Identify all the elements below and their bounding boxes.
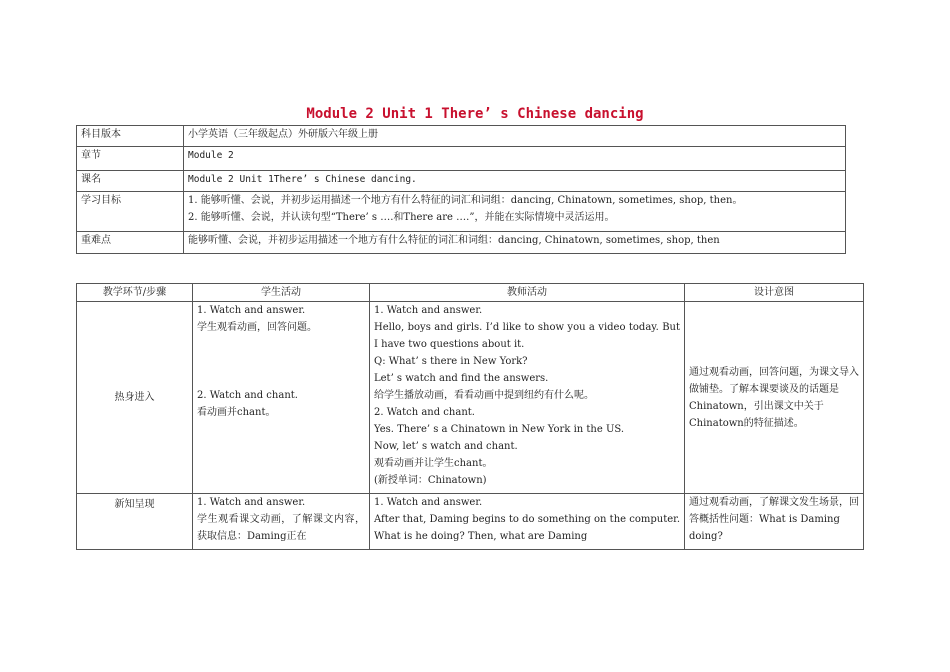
chapter-value: Module 2 xyxy=(184,147,846,171)
design-intent-cell: 通过观看动画，了解课文发生场景，回答概括性问题：What is Daming doing? xyxy=(685,494,864,550)
student-activity-cell xyxy=(193,494,370,550)
teacher-line: Hello, boys and girls. I’d like to show you a video today. But I have two questions about it. xyxy=(374,322,680,350)
step-presentation: 新知呈现 xyxy=(77,494,193,550)
header-step: 教学环节/步骤 xyxy=(77,284,193,302)
lesson-value: Module 2 Unit 1There’ s Chinese dancing. xyxy=(184,171,846,192)
teacher-activity-cell xyxy=(370,302,685,494)
goals-label: 学习目标 xyxy=(77,192,184,232)
key-points-value: 能够听懂、会说，并初步运用描述一个地方有什么特征的词汇和词组：dancing, Chinatown, sometimes, shop, then xyxy=(184,232,846,254)
student-line: 1. Watch and answer. xyxy=(197,305,306,316)
student-line: 2. Watch and chant. xyxy=(197,390,298,401)
subject-label: 科目版本 xyxy=(77,126,184,147)
teacher-line: 1. Watch and answer. xyxy=(374,497,483,508)
teacher-line: Q: What’ s there in New York? xyxy=(374,356,528,367)
student-line: 学生观看动画，回答问题。 xyxy=(197,322,317,333)
step-warmup: 热身进入 xyxy=(77,302,193,494)
goal-item: 1. 能够听懂、会说，并初步运用描述一个地方有什么特征的词汇和词组：dancing, Chinatown, sometimes, shop, then。 xyxy=(188,195,743,206)
teacher-line: (新授单词：Chinatown) xyxy=(374,475,487,486)
teacher-line: Let’ s watch and find the answers. xyxy=(374,373,549,384)
student-line: 1. Watch and answer. xyxy=(197,497,306,508)
spacer xyxy=(197,336,365,387)
goal-item: 2. 能够听懂、会说，并认读句型“There’ s ….和There are ….”，并能在实际情境中灵活运用。 xyxy=(188,212,615,223)
chapter-label: 章节 xyxy=(77,147,184,171)
teacher-line: After that, Daming begins to do something on the computer. What is he doing? Then, what are Daming xyxy=(374,514,680,542)
goals-cell xyxy=(184,192,846,232)
teacher-line: 2. Watch and chant. xyxy=(374,407,475,418)
subject-value: 小学英语（三年级起点）外研版六年级上册 xyxy=(184,126,846,147)
teacher-line: 1. Watch and answer. xyxy=(374,305,483,316)
student-line: 学生观看课文动画，了解课文内容，获取信息：Daming正在 xyxy=(197,514,365,542)
design-intent-cell: 通过观看动画，回答问题，为课文导入做铺垫。了解本课要谈及的话题是Chinatown，引出课文中关于Chinatown的特征描述。 xyxy=(685,302,864,494)
header-teacher: 教师活动 xyxy=(370,284,685,302)
document-title: Module 2 Unit 1 There’ s Chinese dancing xyxy=(306,106,644,122)
teacher-line: 观看动画并让学生chant。 xyxy=(374,458,493,469)
teacher-line: Now, let’ s watch and chant. xyxy=(374,441,518,452)
course-info-table xyxy=(76,125,846,254)
lesson-label: 课名 xyxy=(77,171,184,192)
student-activity-cell xyxy=(193,302,370,494)
header-student: 学生活动 xyxy=(193,284,370,302)
teacher-line: Yes. There’ s a Chinatown in New York in the US. xyxy=(374,424,625,435)
key-points-label: 重难点 xyxy=(77,232,184,254)
student-line: 看动画并chant。 xyxy=(197,407,276,418)
teacher-line: 给学生播放动画，看看动画中提到纽约有什么呢。 xyxy=(374,390,594,401)
teacher-activity-cell xyxy=(370,494,685,550)
header-intent: 设计意图 xyxy=(685,284,864,302)
lesson-plan-table xyxy=(76,283,864,550)
